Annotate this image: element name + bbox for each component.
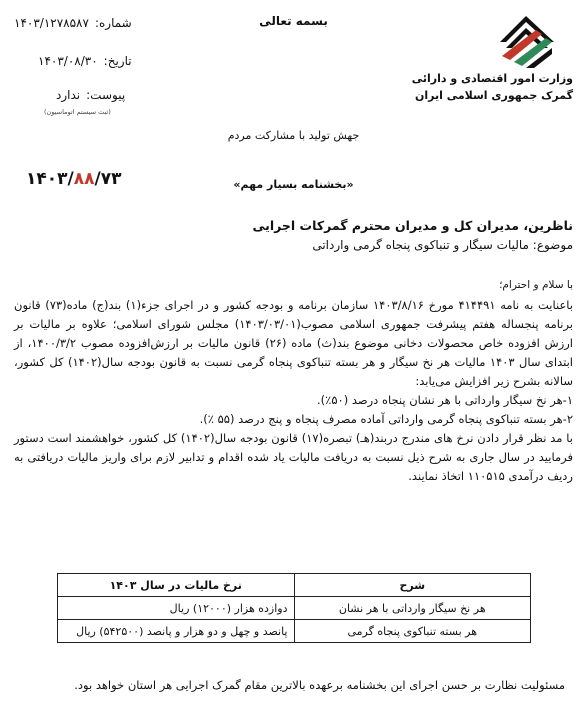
- circular-number-end: /۷۳: [94, 169, 122, 189]
- table-header-rate: نرخ مالیات در سال ۱۴۰۳: [58, 574, 295, 597]
- table-cell-rate: پانصد و چهل و دو هزار و پانصد (۵۴۲۵۰۰) ریال: [58, 620, 295, 643]
- body-item-2: ۲-هر بسته تنباکوی پنجاه گرمی وارداتی آماده مصرف پنجاه و پنج درصد (۵۵ ٪).: [199, 412, 573, 426]
- customs-logo-icon: [496, 12, 558, 70]
- customs-name: گمرک جمهوری اسلامی ایران: [414, 89, 573, 102]
- recipients-line: ناظرین، مدیران کل و مدیران محترم گمرکات اجرایی: [252, 218, 573, 233]
- urgent-label: «بخشنامه بسیار مهم»: [233, 178, 354, 191]
- ministry-block: [412, 70, 573, 104]
- table-cell-rate: دوازده هزار (۱۲۰۰۰) ریال: [58, 597, 295, 620]
- number-value: ۱۴۰۳/۱۲۷۸۵۸۷: [14, 16, 89, 30]
- circular-number-year: ۱۴۰۳/: [26, 169, 74, 189]
- letter-body: [14, 296, 573, 486]
- number-label: شماره:: [94, 16, 132, 30]
- body-item-1: ۱-هر نخ سیگار وارداتی با هر نشان پنجاه درصد (۵۰٪).: [317, 393, 573, 407]
- table-header-row: [58, 574, 531, 597]
- table-row: [58, 620, 531, 643]
- tax-rate-table: [57, 573, 531, 643]
- table-row: [58, 597, 531, 620]
- attachment-label: پیوست:: [86, 88, 126, 102]
- greeting-line: با سلام و احترام؛: [499, 279, 573, 291]
- letter-date: [38, 54, 132, 68]
- automation-note: (ثبت سیستم اتوماسیون): [44, 108, 111, 116]
- table-cell-desc: هر بسته تنباکوی پنجاه گرمی: [294, 620, 531, 643]
- subject-line: موضوع: مالیات سیگار و تنباکوی پنجاه گرمی وارداتی: [312, 238, 573, 252]
- table-cell-desc: هر نخ سیگار وارداتی با هر نشان: [294, 597, 531, 620]
- table-header-desc: شرح: [294, 574, 531, 597]
- body-paragraph-1: باعنایت به نامه ۴۱۴۴۹۱ مورخ ۱۴۰۳/۸/۱۶ سازمان برنامه و بودجه کشور و در اجرای جزء(۱) بند(ج) ماده(۷۳) قانون برنامه پنجساله هفتم پیشرفت جمهوری اسلامی مصوب(۱۴۰۳/۰۳/۰۱) مجلس شورای اسلامی؛ علاوه بر مالیات بر ارزش افزوده خاص محصولات دخانی موضوع بند(ث) ماده (۲۶) قانون مالیات بر ارزش‌افزوده مصوب ۱۴۰۰/۳/۲، از ابتدای سال ۱۴۰۳ مالیات هر نخ سیگار و هر بسته تنباکوی پنجاه گرمی نسبت به قانون بودجه سال(۱۴۰۲) کل کشور، سالانه بشرح زیر افزایش می‌یابد:: [14, 298, 574, 388]
- date-label: تاریخ:: [103, 54, 132, 68]
- letter-attachment: [56, 88, 125, 102]
- body-paragraph-2: با مد نظر قرار دادن نرخ های مندرج دربند(هـ) تبصره(۱۷) قانون بودجه سال(۱۴۰۲) کل کشور، خواهشمند است دستور فرمایید در سال جاری به شرح ذیل نسبت به دریافت مالیات یاد شده اقدام و تدابیر لازم برای واریز مالیات دریافتی به ردیف درآمدی ۱۱۰۵۱۵ اتخاذ نمایند.: [14, 431, 573, 483]
- bismillah-heading: بسمه تعالی: [259, 14, 328, 28]
- slogan: جهش تولید با مشارکت مردم: [227, 129, 360, 142]
- ministry-name: وزارت امور اقتصادی و دارائی: [411, 72, 573, 85]
- circular-number-mid: ۸۸: [73, 169, 95, 189]
- letter-number: [14, 16, 132, 30]
- date-value: ۱۴۰۳/۰۸/۳۰: [38, 54, 98, 68]
- attachment-value: ندارد: [56, 88, 81, 102]
- footer-note: مسئولیت نظارت بر حسن اجرای این بخشنامه برعهده بالاترین مقام گمرک اجرایی هر استان خواهد بود.: [74, 678, 565, 692]
